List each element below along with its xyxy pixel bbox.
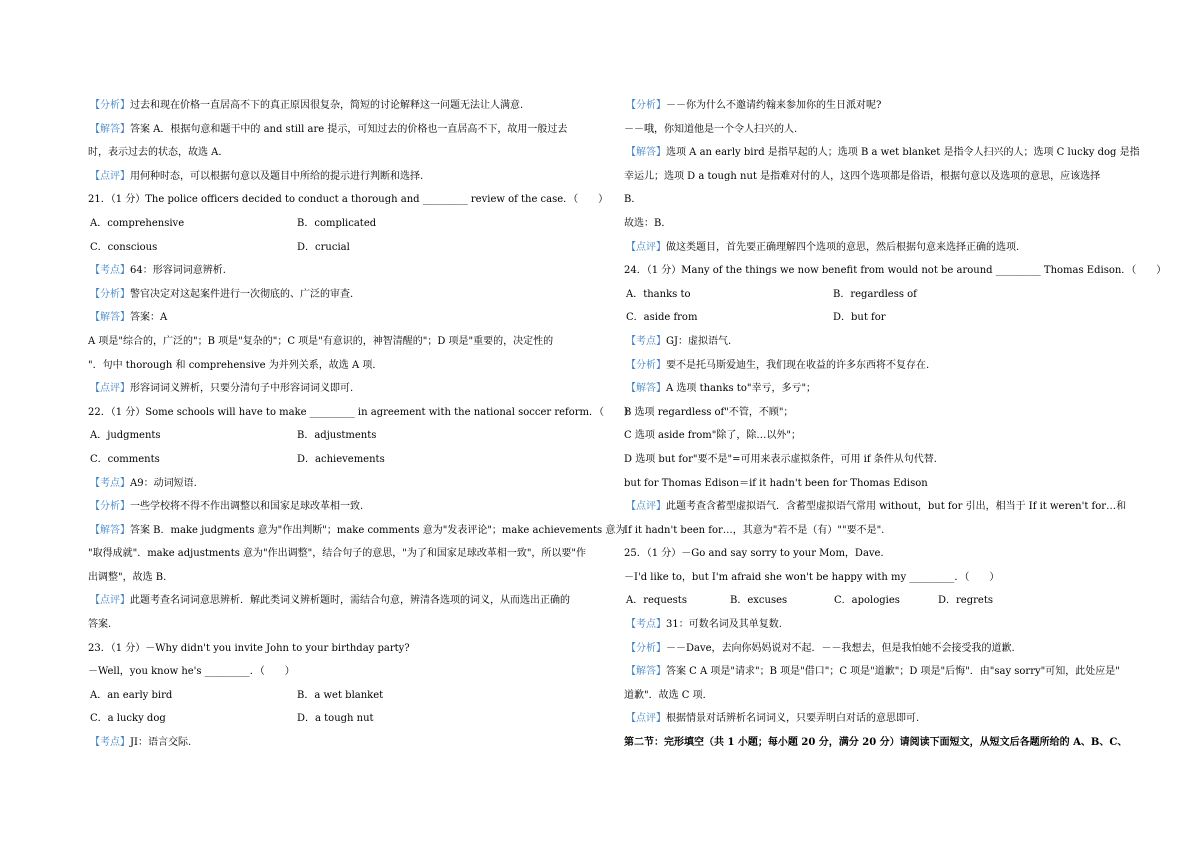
- annotation-line: [624, 613, 1128, 637]
- option: A．comprehensive: [90, 217, 185, 229]
- annotation-line: [624, 660, 1128, 684]
- annotation-text: JI：语言交际.: [130, 737, 192, 749]
- annotation-tag: 【解答】: [626, 383, 666, 395]
- section-heading: 第二节：完形填空（共 1 小题；每小题 20 分，满分 20 分）请阅读下面短文，从短文后各题所给的 A、B、C、: [624, 737, 1128, 749]
- text-line: －I'd like to，but I'm afraid she won't be happy with my _________．（ ）: [624, 571, 1000, 583]
- question-line: 24．（1 分）Many of the things we now benefit from would not be around _________ Thomas Edison．（ ）: [624, 265, 1167, 277]
- text-line: 幸运儿；选项 D a tough nut 是指难对付的人，这四个选项都是俗语，根据句意以及选项的意思，应该选择: [624, 170, 1101, 182]
- annotation-tag: 【考点】: [90, 265, 130, 277]
- text-line: 时，表示过去的状态，故选 A．: [88, 147, 229, 159]
- option: B．excuses: [730, 595, 788, 607]
- annotation-text: －－Dave，去向你妈妈说对不起．－－我想去，但是我怕她不会接受我的道歉.: [666, 642, 1015, 654]
- option: B．complicated: [297, 217, 377, 229]
- options-row: [88, 707, 592, 731]
- text-line: －－哦，你知道他是一个令人扫兴的人.: [624, 123, 798, 135]
- options-row: [88, 212, 592, 236]
- annotation-line: [88, 259, 592, 283]
- annotation-text: A 选项 thanks to"幸亏，多亏"；: [666, 383, 817, 395]
- annotation-text: 过去和现在价格一直居高不下的真正原因很复杂，简短的讨论解释这一问题无法让人满意.: [130, 100, 524, 111]
- annotation-line: [624, 354, 1128, 378]
- annotation-tag: 【点评】: [90, 383, 130, 395]
- annotation-line: [88, 377, 592, 401]
- annotation-tag: 【考点】: [626, 619, 666, 631]
- annotation-line: [88, 165, 592, 189]
- options-row: [88, 448, 592, 472]
- annotation-text: 选项 A an early bird 是指早起的人；选项 B a wet blanket 是指令人扫兴的人；选项 C lucky dog 是指: [666, 147, 1140, 159]
- options-row: [88, 236, 592, 260]
- text-line: 出调整"，故选 B．: [88, 571, 174, 583]
- options-row: [88, 424, 592, 448]
- options-row: [624, 306, 1128, 330]
- annotation-tag: 【解答】: [90, 524, 130, 536]
- annotation-text: 一些学校将不得不作出调整以和国家足球改革相一致.: [130, 501, 364, 513]
- annotation-text: A9：动词短语.: [130, 477, 197, 489]
- annotation-tag: 【点评】: [626, 501, 666, 513]
- option: D．crucial: [297, 241, 350, 253]
- option: C．a lucky dog: [90, 713, 166, 725]
- annotation-tag: 【解答】: [90, 123, 130, 135]
- annotation-text: 此题考查含蓄型虚拟语气．含蓄型虚拟语气常用 without，but for 引出，相当于 If it weren't for…和: [666, 501, 1127, 513]
- option: C．aside from: [626, 312, 698, 324]
- option: D．but for: [833, 312, 886, 324]
- annotation-tag: 【点评】: [90, 170, 130, 182]
- text-line: "．句中 thorough 和 comprehensive 为并列关系，故选 A 项．: [88, 359, 383, 371]
- option: D．regrets: [938, 595, 993, 607]
- option: B．adjustments: [297, 430, 377, 442]
- annotation-text: 答案 B．make judgments 意为"作出判断"；make comments 意为"发表评论"；make achievements 意为: [130, 524, 626, 536]
- option: B．a wet blanket: [297, 689, 384, 701]
- annotation-text: 用何种时态，可以根据句意以及题目中所给的提示进行判断和选择.: [130, 170, 424, 182]
- annotation-tag: 【分析】: [90, 100, 130, 111]
- annotation-tag: 【考点】: [90, 477, 130, 489]
- left-column: [88, 94, 635, 755]
- annotation-tag: 【考点】: [90, 737, 130, 749]
- annotation-tag: 【分析】: [626, 100, 666, 111]
- annotation-text: －－你为什么不邀请约翰来参加你的生日派对呢?: [666, 100, 882, 111]
- option: C．comments: [90, 453, 160, 465]
- annotation-tag: 【解答】: [90, 312, 130, 324]
- annotation-line: [88, 731, 592, 755]
- option: A．an early bird: [90, 689, 173, 701]
- text-line: but for Thomas Edison＝if it hadn't been for Thomas Edison: [624, 477, 928, 489]
- question-line: 23．（1 分）－Why didn't you invite John to your birthday party?: [88, 642, 410, 654]
- annotation-text: 形容词词义辨析，只要分清句子中形容词词义即可.: [130, 383, 354, 395]
- annotation-line: [624, 377, 1128, 401]
- annotation-line: [88, 472, 592, 496]
- text-line: －Well，you know he's _________．（ ）: [88, 666, 295, 678]
- annotation-line: [624, 330, 1128, 354]
- option: D．achievements: [297, 453, 385, 465]
- question-line: 22．（1 分）Some schools will have to make _________ in agreement with the national soccer reform．（ ）: [88, 406, 635, 418]
- option: A．thanks to: [626, 288, 691, 300]
- annotation-line: [624, 94, 1128, 118]
- annotation-tag: 【点评】: [626, 713, 666, 725]
- annotation-line: [624, 236, 1128, 260]
- annotation-tag: 【分析】: [626, 359, 666, 371]
- option: D．a tough nut: [297, 713, 374, 725]
- annotation-tag: 【点评】: [90, 595, 130, 607]
- annotation-tag: 【考点】: [626, 335, 666, 347]
- annotation-text: 答案 C A 项是"请求"；B 项是"借口"；C 项是"道歉"；D 项是"后悔"．由"say sorry"可知，此处应是": [666, 666, 1120, 678]
- text-line: 故选：B．: [624, 217, 672, 229]
- text-line: 答案.: [88, 619, 112, 631]
- options-row: [624, 283, 1128, 307]
- annotation-tag: 【分析】: [90, 501, 130, 513]
- annotation-tag: 【解答】: [626, 666, 666, 678]
- option: C．conscious: [90, 241, 158, 253]
- option: A．judgments: [90, 430, 161, 442]
- annotation-text: GJ：虚拟语气.: [666, 335, 732, 347]
- annotation-line: [88, 283, 592, 307]
- options-row: [624, 589, 1128, 613]
- options-row: [88, 684, 592, 708]
- annotation-text: 64：形容词词意辨析.: [130, 265, 226, 277]
- question-line: 25．（1 分）－Go and say sorry to your Mom，Dave．: [624, 548, 891, 560]
- annotation-line: [624, 637, 1128, 661]
- question-line: 21．（1 分）The police officers decided to conduct a thorough and _________ review of the case．（ ）: [88, 194, 609, 206]
- annotation-line: [88, 495, 592, 519]
- annotation-line: [88, 306, 592, 330]
- annotation-line: [88, 94, 592, 118]
- text-line: A 项是"综合的，广泛的"；B 项是"复杂的"；C 项是"有意识的，神智清醒的"；D 项是"重要的，决定性的: [88, 335, 554, 347]
- annotation-tag: 【解答】: [626, 147, 666, 159]
- text-line: B．: [624, 194, 642, 206]
- annotation-text: 做这类题目，首先要正确理解四个选项的意思，然后根据句意来选择正确的选项.: [666, 241, 1020, 253]
- annotation-line: [88, 589, 592, 613]
- annotation-text: 答案：A: [130, 312, 168, 324]
- annotation-tag: 【点评】: [626, 241, 666, 253]
- text-line: "取得成就"．make adjustments 意为"作出调整"，结合句子的意思，"为了和国家足球改革相一致"，所以要"作: [88, 548, 587, 560]
- annotation-line: [624, 495, 1128, 519]
- option: A．requests: [626, 595, 687, 607]
- text-line: 道歉"．故选 C 项．: [624, 689, 713, 701]
- option: C．apologies: [834, 595, 900, 607]
- text-line: If it hadn't been for…，其意为"若不是（有）""要不是".: [624, 524, 885, 536]
- annotation-text: 31：可数名词及其单复数.: [666, 619, 782, 631]
- text-line: C 选项 aside from"除了，除…以外"；: [624, 430, 801, 442]
- annotation-tag: 【分析】: [626, 642, 666, 654]
- annotation-text: 要不是托马斯爱迪生，我们现在收益的许多东西将不复存在.: [666, 359, 930, 371]
- annotation-tag: 【分析】: [90, 288, 130, 300]
- annotation-text: 根据情景对话辨析名词词义，只要弄明白对话的意思即可.: [666, 713, 920, 725]
- annotation-line: [88, 519, 626, 543]
- annotation-line: [624, 707, 1128, 731]
- annotation-text: 此题考查名词词意思辨析．解此类词义辨析题时，需结合句意，辨清各选项的词义，从而选出正确的: [130, 595, 570, 607]
- text-line: B 选项 regardless of"不管，不顾"；: [624, 406, 794, 418]
- right-column: [624, 94, 1167, 755]
- annotation-line: [624, 141, 1140, 165]
- annotation-text: 答案 A．根据句意和题干中的 and still are 提示，可知过去的价格也一直居高不下，故用一般过去: [130, 123, 568, 135]
- text-line: D 选项 but for"要不是"=可用来表示虚拟条件，可用 if 条件从句代替.: [624, 453, 937, 465]
- annotation-line: [88, 118, 592, 142]
- option: B．regardless of: [833, 288, 917, 300]
- annotation-text: 警官决定对这起案件进行一次彻底的、广泛的审查.: [130, 288, 354, 300]
